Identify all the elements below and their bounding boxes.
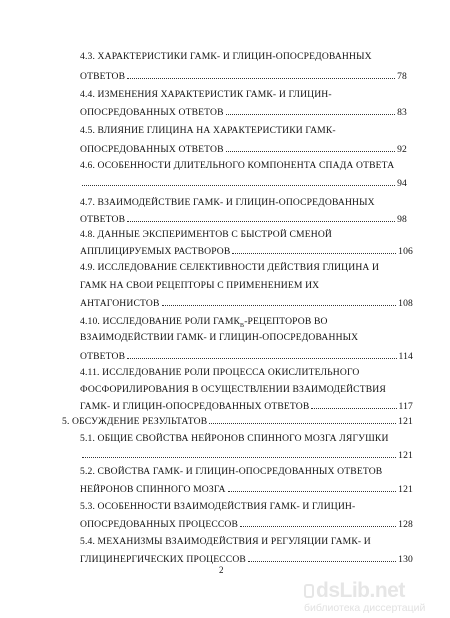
toc-entry-5-1-line-1: 5.1. ОБЩИЕ СВОЙСТВА НЕЙРОНОВ СПИННОГО МОЗГА ЛЯГУШКИ bbox=[80, 433, 389, 444]
toc-entry-4-5-line-2[interactable] bbox=[80, 143, 407, 156]
toc-entry-4-6-line-2[interactable] bbox=[80, 177, 407, 190]
toc-entry-text: ГАМК- И ГЛИЦИН-ОПОСРЕДОВАННЫХ ОТВЕТОВ bbox=[80, 401, 310, 412]
watermark bbox=[300, 580, 450, 618]
toc-leader-dots bbox=[248, 553, 396, 562]
toc-entry-text: АППЛИЦИРУЕМЫХ РАСТВОРОВ bbox=[80, 246, 231, 257]
toc-entry-text: ОТВЕТОВ bbox=[80, 351, 126, 362]
toc-entry-5-2-line-1: 5.2. СВОЙСТВА ГАМК- И ГЛИЦИН-ОПОСРЕДОВАННЫХ ОТВЕТОВ bbox=[80, 466, 383, 477]
toc-leader-dots bbox=[127, 350, 396, 359]
toc-page-number: 114 bbox=[398, 351, 413, 362]
toc-entry-4-9-line-2: ГАМК НА СВОИ РЕЦЕПТОРЫ С ПРИМЕНЕНИЕМ ИХ bbox=[80, 280, 320, 291]
toc-entry-5-1-line-2[interactable] bbox=[80, 449, 413, 462]
toc-entry-4-7-line-1: 4.7. ВЗАИМОДЕЙСТВИЕ ГАМК- И ГЛИЦИН-ОПОСРЕДОВАННЫХ bbox=[80, 197, 375, 208]
toc-page-number: 83 bbox=[397, 107, 407, 118]
toc-entry-4-9-line-1: 4.9. ИССЛЕДОВАНИЕ СЕЛЕКТИВНОСТИ ДЕЙСТВИЯ ГЛИЦИНА И bbox=[80, 262, 380, 273]
toc-page-number: 128 bbox=[398, 519, 413, 530]
toc-entry-4-3-line-1: 4.3. ХАРАКТЕРИСТИКИ ГАМК- И ГЛИЦИН-ОПОСРЕДОВАННЫХ bbox=[80, 51, 372, 62]
toc-entry-text: ОПОСРЕДОВАННЫХ ОТВЕТОВ bbox=[80, 107, 224, 118]
toc-entry-4-7-line-2[interactable] bbox=[80, 213, 407, 226]
toc-leader-dots bbox=[209, 415, 396, 424]
toc-leader-dots bbox=[127, 70, 395, 79]
toc-page-number: 121 bbox=[398, 450, 413, 461]
toc-entry-4-4-line-2[interactable] bbox=[80, 106, 407, 119]
toc-entry-4-10-line-1: 4.10. ИССЛЕДОВАНИЕ РОЛИ $ГАМК_B$-РЕЦЕПТОРОВ ВО bbox=[80, 316, 328, 329]
toc-entry-5-line-1[interactable] bbox=[62, 415, 413, 428]
toc-leader-dots bbox=[162, 297, 397, 306]
page-number: 2 bbox=[219, 565, 224, 575]
toc-entry-5-2-line-2[interactable] bbox=[80, 483, 413, 496]
toc-leader-dots bbox=[311, 400, 396, 409]
toc-entry-4-11-line-1: 4.11. ИССЛЕДОВАНИЕ РОЛИ ПРОЦЕССА ОКИСЛИТЕЛЬНОГО bbox=[80, 367, 360, 378]
toc-entry-text: НЕЙРОНОВ СПИННОГО МОЗГА bbox=[80, 484, 226, 495]
toc-entry-text: 5. ОБСУЖДЕНИЕ РЕЗУЛЬТАТОВ bbox=[62, 416, 208, 427]
toc-page-number: 108 bbox=[398, 298, 413, 309]
toc-entry-4-11-line-3[interactable] bbox=[80, 400, 413, 413]
toc-entry-text: ОТВЕТОВ bbox=[80, 214, 126, 225]
toc-entry-4-3-line-2[interactable] bbox=[80, 70, 407, 83]
toc-entry-4-10-line-2: ВЗАИМОДЕЙСТВИИ ГАМК- И ГЛИЦИН-ОПОСРЕДОВАННЫХ bbox=[80, 332, 359, 343]
toc-page-number: 78 bbox=[397, 71, 407, 82]
toc-entry-4-6-line-1: 4.6. ОСОБЕННОСТИ ДЛИТЕЛЬНОГО КОМПОНЕНТА СПАДА ОТВЕТА bbox=[80, 160, 395, 171]
toc-page-number: 121 bbox=[398, 484, 413, 495]
toc-entry-5-3-line-2[interactable] bbox=[80, 518, 413, 531]
toc-entry-4-8-line-1: 4.8. ДАННЫЕ ЭКСПЕРИМЕНТОВ С БЫСТРОЙ СМЕНОЙ bbox=[80, 229, 332, 240]
watermark-logo: dsLib.net bbox=[316, 579, 405, 602]
toc-leader-dots bbox=[226, 143, 395, 152]
toc-entry-4-5-line-1: 4.5. ВЛИЯНИЕ ГЛИЦИНА НА ХАРАКТЕРИСТИКИ ГАМК- bbox=[80, 125, 336, 136]
toc-entry-text: АНТАГОНИСТОВ bbox=[80, 298, 160, 309]
toc-page-number: 117 bbox=[398, 401, 413, 412]
toc-page-number: 92 bbox=[397, 144, 407, 155]
toc-page-number: 98 bbox=[397, 214, 407, 225]
toc-page-number: 94 bbox=[397, 178, 407, 189]
toc-leader-dots bbox=[226, 106, 395, 115]
toc-entry-5-4-line-1: 5.4. МЕХАНИЗМЫ ВЗАИМОДЕЙСТВИЯ И РЕГУЛЯЦИИ ГАМК- И bbox=[80, 536, 371, 547]
toc-entry-5-4-line-2[interactable] bbox=[80, 553, 413, 566]
toc-entry-4-4-line-1: 4.4. ИЗМЕНЕНИЯ ХАРАКТЕРИСТИК ГАМК- И ГЛИЦИН- bbox=[80, 89, 332, 100]
toc-entry-text: ГЛИЦИНЕРГИЧЕСКИХ ПРОЦЕССОВ bbox=[80, 554, 246, 565]
toc-leader-dots bbox=[228, 483, 397, 492]
toc-page-number: 121 bbox=[398, 416, 413, 427]
toc-page-number: 130 bbox=[398, 554, 413, 565]
toc-page-number: 106 bbox=[398, 246, 413, 257]
toc-leader-dots bbox=[232, 245, 396, 254]
watermark-tagline: библиотека диссертаций bbox=[304, 602, 426, 614]
toc-entry-4-9-line-3[interactable] bbox=[80, 297, 413, 310]
toc-leader-dots bbox=[82, 177, 395, 186]
toc-entry-text: ОПОСРЕДОВАННЫХ ОТВЕТОВ bbox=[80, 144, 224, 155]
toc-entry-5-3-line-1: 5.3. ОСОБЕННОСТИ ВЗАИМОДЕЙСТВИЯ ГАМК- И ГЛИЦИН- bbox=[80, 501, 356, 512]
toc-entry-4-8-line-2[interactable] bbox=[80, 245, 413, 258]
toc-entry-text: ОТВЕТОВ bbox=[80, 71, 126, 82]
toc-entry-4-10-line-3[interactable] bbox=[80, 350, 413, 363]
toc-entry-text: ОПОСРЕДОВАННЫХ ПРОЦЕССОВ bbox=[80, 519, 239, 530]
toc-leader-dots bbox=[240, 518, 396, 527]
book-icon bbox=[304, 584, 314, 598]
toc-leader-dots bbox=[127, 213, 395, 222]
toc-leader-dots bbox=[82, 449, 396, 458]
toc-entry-4-11-line-2: ФОСФОРИЛИРОВАНИЯ В ОСУЩЕСТВЛЕНИИ ВЗАИМОДЕЙСТВИЯ bbox=[80, 384, 386, 395]
